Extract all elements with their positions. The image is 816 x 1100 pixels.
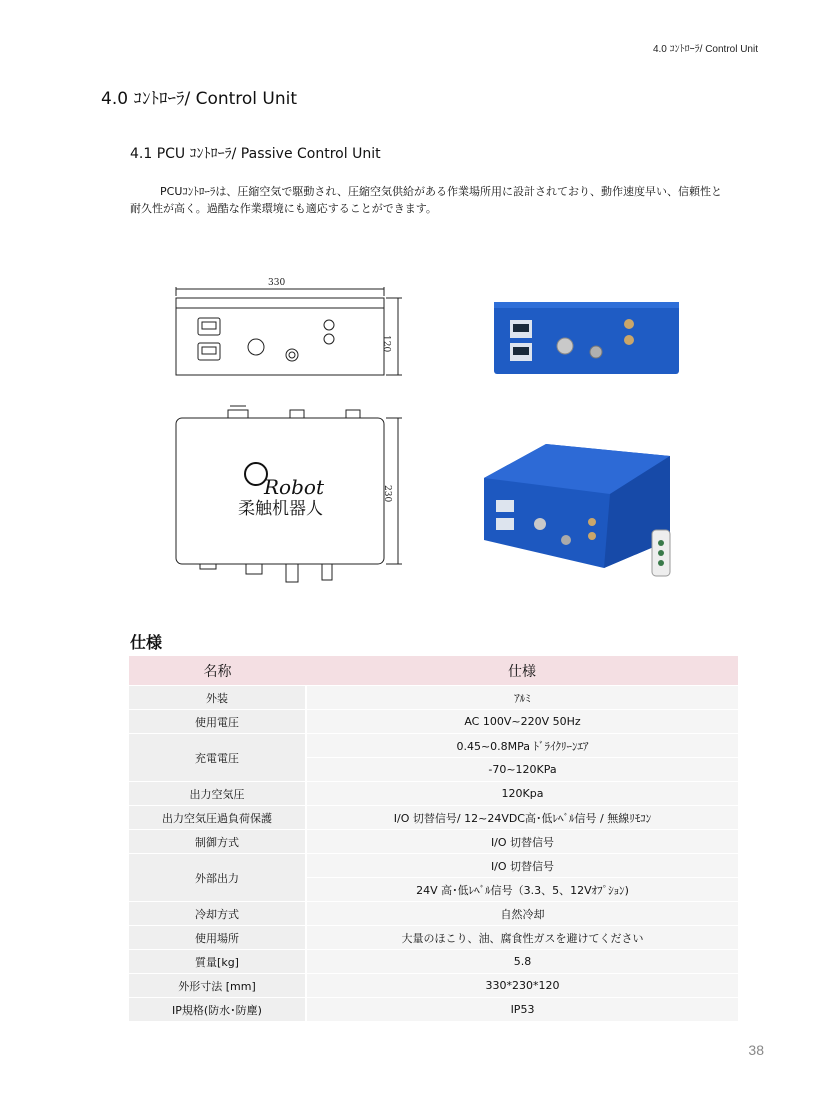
spec-row-name: 外装 [129, 686, 306, 710]
table-row [129, 902, 738, 926]
spec-row-name: 使用電圧 [129, 710, 306, 734]
page-number: 38 [748, 1042, 764, 1058]
front-width-label: 330 [268, 278, 286, 288]
spec-row-value: 330*230*120 [306, 974, 738, 998]
table-row [129, 782, 738, 806]
table-row [129, 974, 738, 998]
top-depth-label: 230 [382, 485, 392, 503]
spec-table [129, 656, 738, 1022]
spec-row-name: 外形寸法 [mm] [129, 974, 306, 998]
spec-row-value: 自然冷却 [306, 902, 738, 926]
spec-col-value: 仕様 [306, 656, 738, 686]
spec-title: 仕様 [130, 633, 163, 652]
spec-row-value: 5.8 [306, 950, 738, 974]
front-view-photo [494, 302, 679, 374]
logo-cn-text: 柔触机器人 [238, 499, 323, 519]
table-row [129, 830, 738, 854]
subsection-title: 4.1 PCU ｺﾝﾄﾛｰﾗ/ Passive Control Unit [130, 146, 381, 162]
running-header: 4.0 ｺﾝﾄﾛｰﾗ/ Control Unit [652, 44, 758, 55]
spec-row-value: 24V 高･低ﾚﾍﾞﾙ信号（3.3、5、12Vｵﾌﾟｼｮﾝ) [306, 878, 738, 902]
spec-header-row [129, 656, 738, 686]
table-row [129, 686, 738, 710]
spec-row-name: 外部出力 [129, 854, 306, 902]
table-row [129, 710, 738, 734]
spec-row-value: I/O 切替信号 [306, 830, 738, 854]
perspective-photo [484, 444, 670, 576]
spec-row-value: 0.45~0.8MPa ﾄﾞﾗｲｸﾘｰﾝｴｱ [306, 734, 738, 758]
intro-paragraph: PCUｺﾝﾄﾛｰﾗは、圧縮空気で駆動され、圧縮空気供給がある作業場所用に設計されており、動作速度早い、信頼性と耐久性が高く。過酷な作業環境にも適応することができます。 [130, 185, 723, 215]
table-row [129, 854, 738, 878]
table-row [129, 734, 738, 758]
spec-row-value: I/O 切替信号 [306, 854, 738, 878]
logo-robot-text: Robot [264, 475, 324, 499]
section-title: 4.0 ｺﾝﾄﾛｰﾗ/ Control Unit [101, 89, 298, 109]
spec-row-value: 120Kpa [306, 782, 738, 806]
spec-col-name: 名称 [129, 656, 306, 686]
spec-row-name: 制御方式 [129, 830, 306, 854]
table-row [129, 806, 738, 830]
front-height-label: 120 [381, 335, 391, 353]
spec-row-value: -70~120KPa [306, 758, 738, 782]
spec-row-name: 出力空気圧 [129, 782, 306, 806]
spec-row-value: AC 100V~220V 50Hz [306, 710, 738, 734]
spec-row-name: 出力空気圧過負荷保護 [129, 806, 306, 830]
table-row [129, 950, 738, 974]
table-row [129, 926, 738, 950]
spec-row-value: I/O 切替信号/ 12~24VDC高･低ﾚﾍﾞﾙ信号 / 無線ﾘﾓｺﾝ [306, 806, 738, 830]
spec-row-name: 使用場所 [129, 926, 306, 950]
spec-row-value: 大量のほこり、油、腐食性ガスを避けてください [306, 926, 738, 950]
spec-row-value: IP53 [306, 998, 738, 1022]
spec-row-name: 充電電圧 [129, 734, 306, 782]
robot-logo [238, 463, 325, 519]
spec-row-name: 冷却方式 [129, 902, 306, 926]
spec-row-name: IP規格(防水･防塵) [129, 998, 306, 1022]
spec-row-name: 質量[kg] [129, 950, 306, 974]
spec-row-value: ｱﾙﾐ [306, 686, 738, 710]
table-row [129, 998, 738, 1022]
top-view-drawing [176, 406, 402, 582]
front-view-drawing [176, 287, 402, 375]
